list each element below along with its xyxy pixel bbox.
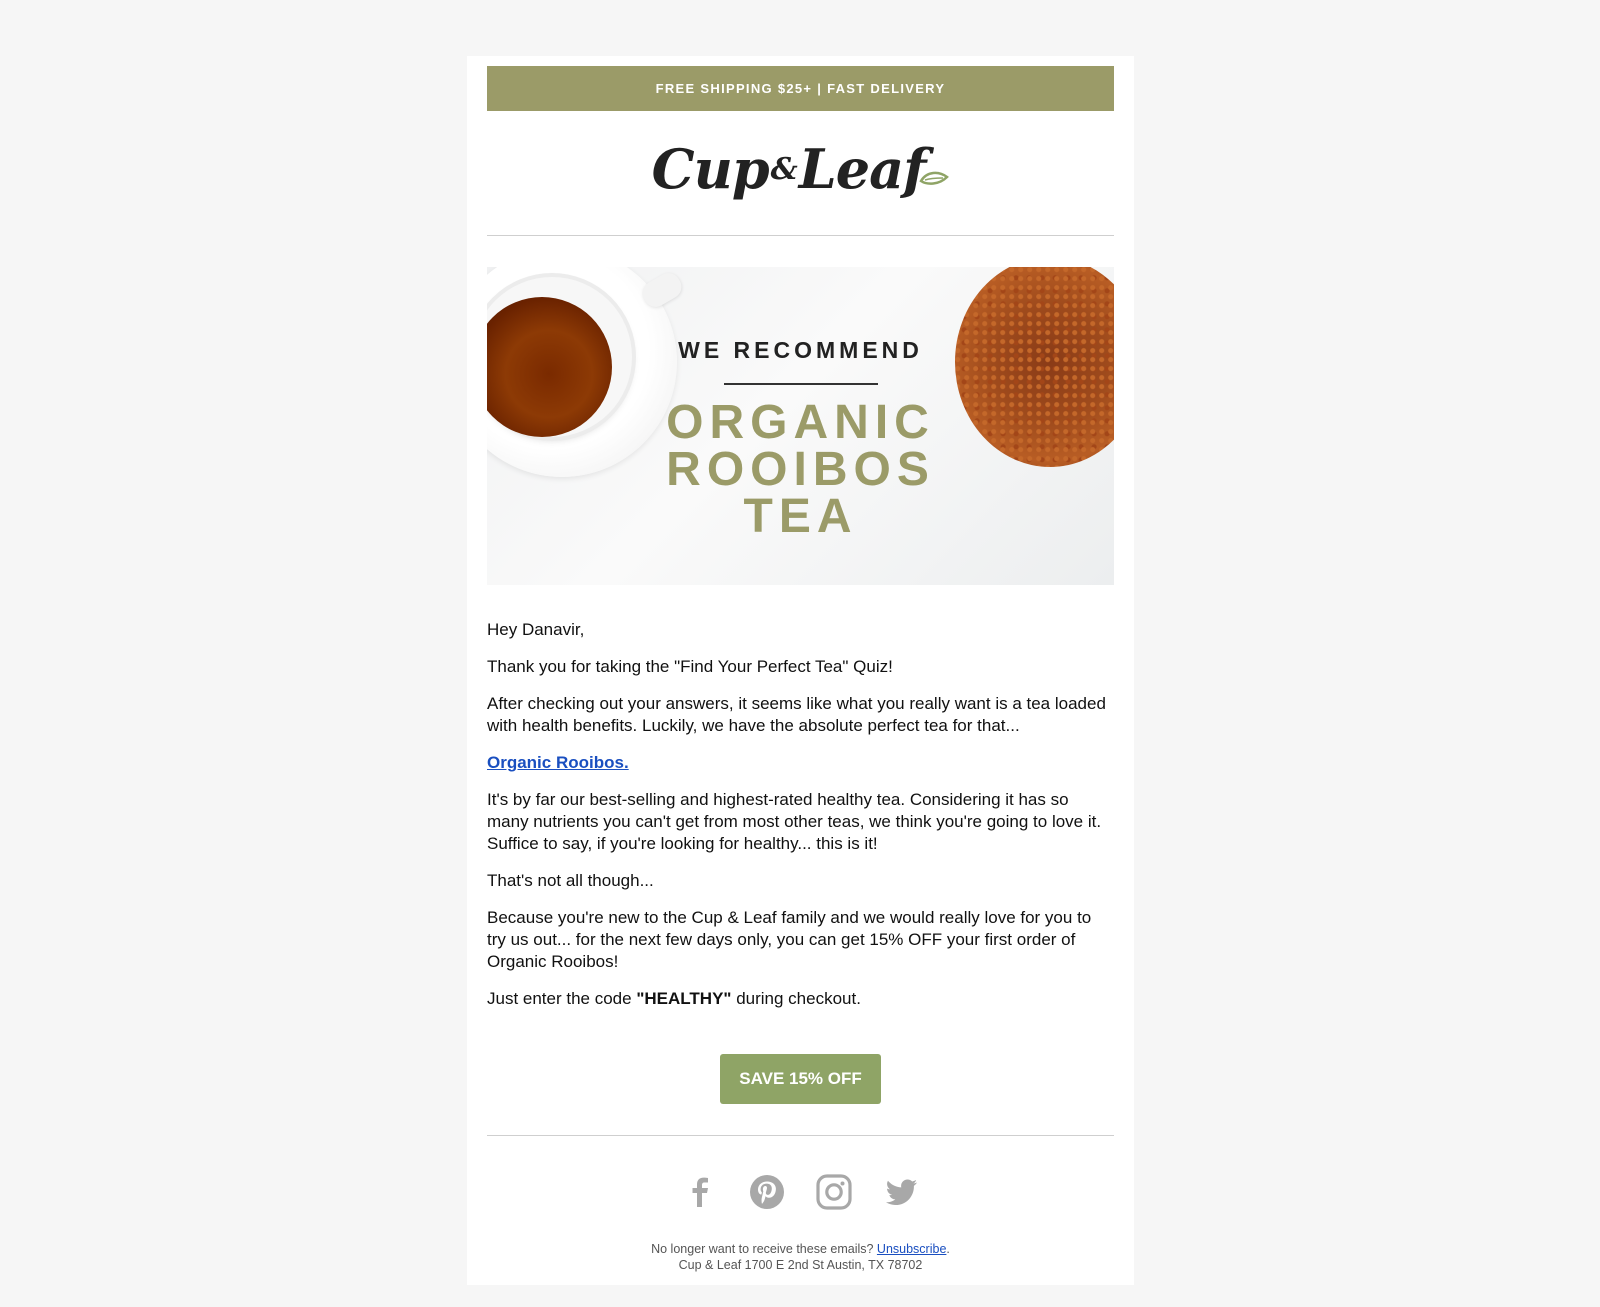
hero-title-line: ORGANIC <box>666 396 935 449</box>
hero-title <box>487 396 1114 543</box>
unsubscribe-period: . <box>946 1242 950 1256</box>
body-paragraph: After checking out your answers, it seems like what you really want is a tea loaded with health benefits. Luckily, we have the absolute perfect tea for that... <box>487 694 1106 735</box>
facebook-link[interactable] <box>681 1172 719 1212</box>
hero-title-line: TEA <box>743 490 858 543</box>
hero-divider <box>724 383 878 385</box>
email-footer <box>487 1241 1114 1273</box>
product-link[interactable]: Organic Rooibos. <box>487 753 629 772</box>
instagram-link[interactable] <box>815 1172 853 1212</box>
logo-ampersand: & <box>770 151 797 187</box>
divider-top <box>487 235 1114 236</box>
email-card <box>467 56 1134 1285</box>
hero-banner[interactable] <box>487 267 1114 585</box>
product-link-paragraph <box>487 752 1114 774</box>
hero-kicker: WE RECOMMEND <box>678 337 923 363</box>
coupon-text-after: during checkout. <box>731 989 861 1008</box>
twitter-icon <box>882 1173 920 1211</box>
leaf-icon <box>919 167 949 189</box>
facebook-icon <box>681 1173 719 1211</box>
body-paragraph: Because you're new to the Cup & Leaf family and we would really love for you to try us out... for the next few days only, you can get 15% OFF your first order of Organic Rooibos! <box>487 908 1092 971</box>
brand-logo[interactable] <box>487 134 1114 204</box>
cta-container <box>487 1054 1114 1104</box>
social-links <box>487 1172 1114 1218</box>
shipping-banner-text: FREE SHIPPING $25+ | FAST DELIVERY <box>655 81 946 96</box>
save-discount-button[interactable]: SAVE 15% OFF <box>720 1054 881 1104</box>
twitter-link[interactable] <box>882 1172 920 1212</box>
shipping-banner <box>487 66 1114 111</box>
body-paragraph: Thank you for taking the "Find Your Perfect Tea" Quiz! <box>487 657 893 676</box>
coupon-text-before: Just enter the code <box>487 989 637 1008</box>
instagram-icon <box>815 1173 853 1211</box>
body-paragraph: That's not all though... <box>487 871 654 890</box>
pinterest-link[interactable] <box>748 1172 786 1212</box>
company-address: Cup & Leaf 1700 E 2nd St Austin, TX 78702 <box>678 1258 923 1272</box>
pinterest-icon <box>748 1173 786 1211</box>
unsubscribe-line <box>487 1241 1114 1257</box>
unsubscribe-prompt: No longer want to receive these emails? <box>651 1242 877 1256</box>
divider-bottom <box>487 1135 1114 1136</box>
hero-title-line: ROOIBOS <box>666 443 935 496</box>
logo-word-cup: Cup <box>651 137 769 201</box>
coupon-paragraph <box>487 988 1114 1010</box>
body-paragraph: It's by far our best-selling and highest-rated healthy tea. Considering it has so many nutrients you can't get from most other teas, we think you're going to love it. Suffice to say, if you're looking for healthy... this is it! <box>487 790 1102 853</box>
hero-text <box>487 337 1114 543</box>
coupon-code: "HEALTHY" <box>636 989 732 1008</box>
logo-word-leaf: Leaf <box>798 137 926 201</box>
email-body <box>487 619 1114 1025</box>
greeting: Hey Danavir, <box>487 620 585 639</box>
unsubscribe-link[interactable]: Unsubscribe <box>876 1242 947 1256</box>
